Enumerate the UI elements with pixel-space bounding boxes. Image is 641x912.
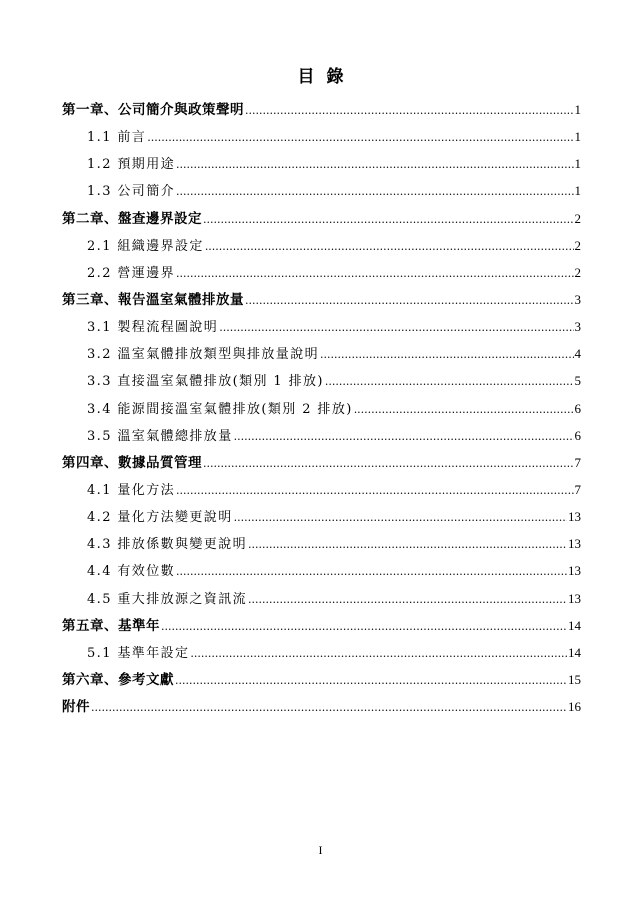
- toc-section-entry[interactable]: [62, 533, 581, 560]
- toc-chapter-entry[interactable]: [62, 452, 581, 479]
- dot-leader: [234, 507, 567, 529]
- page-title: 目錄: [297, 67, 356, 87]
- toc-section-entry[interactable]: [62, 560, 581, 587]
- toc-entry-label: 4.5 重大排放源之資訊流: [87, 591, 248, 607]
- toc-entry-page-number: 13: [568, 563, 581, 579]
- dot-leader: [176, 154, 573, 176]
- toc-entry-label: 4.3 排放係數與變更說明: [87, 537, 248, 553]
- toc-section-entry[interactable]: [62, 126, 581, 153]
- toc-entry-label: 3.3 直接溫室氣體排放(類別 1 排放): [87, 374, 324, 390]
- toc-entry-page-number: 14: [568, 644, 581, 660]
- toc-section-entry[interactable]: [62, 479, 581, 506]
- toc-section-entry[interactable]: [62, 370, 581, 397]
- toc-entry-label: 1.1 前言: [87, 130, 147, 146]
- page-number-footer: I: [318, 843, 323, 857]
- toc-entry-label: 3.1 製程流程圖說明: [87, 320, 219, 336]
- dot-leader: [176, 263, 573, 285]
- toc-entry-page-number: 15: [568, 671, 581, 687]
- toc-entry-label: 3.5 溫室氣體總排放量: [87, 428, 233, 444]
- toc-entry-label: 3.2 溫室氣體排放類型與排放量說明: [87, 347, 320, 363]
- toc-entry-page-number: 3: [574, 291, 581, 307]
- toc-entry-label: 4.2 量化方法變更說明: [87, 510, 233, 526]
- toc-entry-label: 第四章、數據品質管理: [62, 454, 202, 471]
- toc-entry-page-number: 4: [574, 346, 581, 362]
- toc-entry-page-number: 1: [574, 102, 581, 117]
- toc-chapter-entry[interactable]: [62, 99, 581, 126]
- toc-entry-label: 第五章、基準年: [62, 617, 160, 634]
- toc-section-entry[interactable]: [62, 343, 581, 370]
- toc-section-entry[interactable]: [62, 642, 581, 669]
- toc-section-entry[interactable]: [62, 398, 581, 425]
- toc-entry-page-number: 13: [568, 509, 581, 525]
- dot-leader: [147, 127, 573, 149]
- toc-entry-page-number: 2: [574, 210, 581, 226]
- toc-entry-page-number: 7: [574, 481, 581, 497]
- toc-entry-label: 3.4 能源間接溫室氣體排放(類別 2 排放): [87, 401, 353, 417]
- toc-entry-page-number: 6: [574, 400, 581, 416]
- table-of-contents: [62, 99, 581, 723]
- toc-section-entry[interactable]: [62, 180, 581, 207]
- dot-leader: [248, 534, 567, 556]
- toc-entry-page-number: 2: [574, 264, 581, 280]
- dot-leader: [176, 561, 567, 583]
- toc-section-entry[interactable]: [62, 153, 581, 180]
- toc-entry-page-number: 13: [568, 590, 581, 606]
- toc-entry-page-number: 16: [568, 699, 581, 715]
- dot-leader: [203, 453, 574, 475]
- toc-chapter-entry[interactable]: [62, 696, 581, 723]
- toc-chapter-entry[interactable]: [62, 289, 581, 316]
- toc-entry-page-number: 14: [568, 617, 581, 633]
- toc-chapter-entry[interactable]: [62, 615, 581, 642]
- dot-leader: [248, 589, 567, 611]
- toc-section-entry[interactable]: [62, 588, 581, 615]
- dot-leader: [203, 209, 574, 231]
- toc-entry-label: 1.2 預期用途: [87, 157, 176, 173]
- toc-entry-label: 第三章、報告溫室氣體排放量: [62, 291, 244, 308]
- dot-leader: [234, 426, 574, 448]
- toc-entry-page-number: 13: [568, 536, 581, 552]
- dot-leader: [320, 344, 573, 366]
- dot-leader: [245, 290, 574, 312]
- dot-leader: [91, 697, 567, 719]
- toc-entry-page-number: 7: [574, 454, 581, 470]
- dot-leader: [205, 236, 574, 258]
- toc-entry-page-number: 1: [574, 183, 581, 199]
- toc-section-entry[interactable]: [62, 316, 581, 343]
- toc-entry-label: 2.2 營運邊界: [87, 265, 176, 281]
- toc-section-entry[interactable]: [62, 425, 581, 452]
- toc-section-entry[interactable]: [62, 506, 581, 533]
- toc-entry-label: 4.4 有效位數: [87, 564, 176, 580]
- toc-entry-page-number: 2: [574, 237, 581, 253]
- toc-entry-label: 1.3 公司簡介: [87, 184, 176, 200]
- toc-entry-page-number: 6: [574, 427, 581, 443]
- dot-leader: [175, 670, 567, 692]
- toc-entry-label: 5.1 基準年設定: [87, 645, 190, 661]
- toc-entry-label: 第一章、公司簡介與政策聲明: [62, 102, 244, 118]
- dot-leader: [190, 643, 567, 665]
- toc-entry-label: 附件: [62, 699, 90, 716]
- toc-entry-page-number: 1: [574, 156, 581, 172]
- toc-section-entry[interactable]: [62, 262, 581, 289]
- toc-entry-page-number: 3: [574, 319, 581, 335]
- dot-leader: [354, 399, 574, 421]
- toc-entry-label: 2.1 組織邊界設定: [87, 238, 204, 254]
- toc-entry-label: 第六章、參考文獻: [62, 671, 174, 688]
- toc-entry-page-number: 5: [574, 373, 581, 389]
- dot-leader: [176, 181, 573, 203]
- toc-chapter-entry[interactable]: [62, 208, 581, 235]
- toc-section-entry[interactable]: [62, 235, 581, 262]
- dot-leader: [219, 317, 573, 339]
- toc-chapter-entry[interactable]: [62, 669, 581, 696]
- dot-leader: [325, 371, 574, 393]
- dot-leader: [245, 100, 574, 122]
- toc-entry-label: 4.1 量化方法: [87, 482, 176, 498]
- toc-entry-page-number: 1: [574, 129, 581, 145]
- dot-leader: [176, 480, 573, 502]
- toc-entry-label: 第二章、盤查邊界設定: [62, 210, 202, 227]
- dot-leader: [161, 616, 567, 638]
